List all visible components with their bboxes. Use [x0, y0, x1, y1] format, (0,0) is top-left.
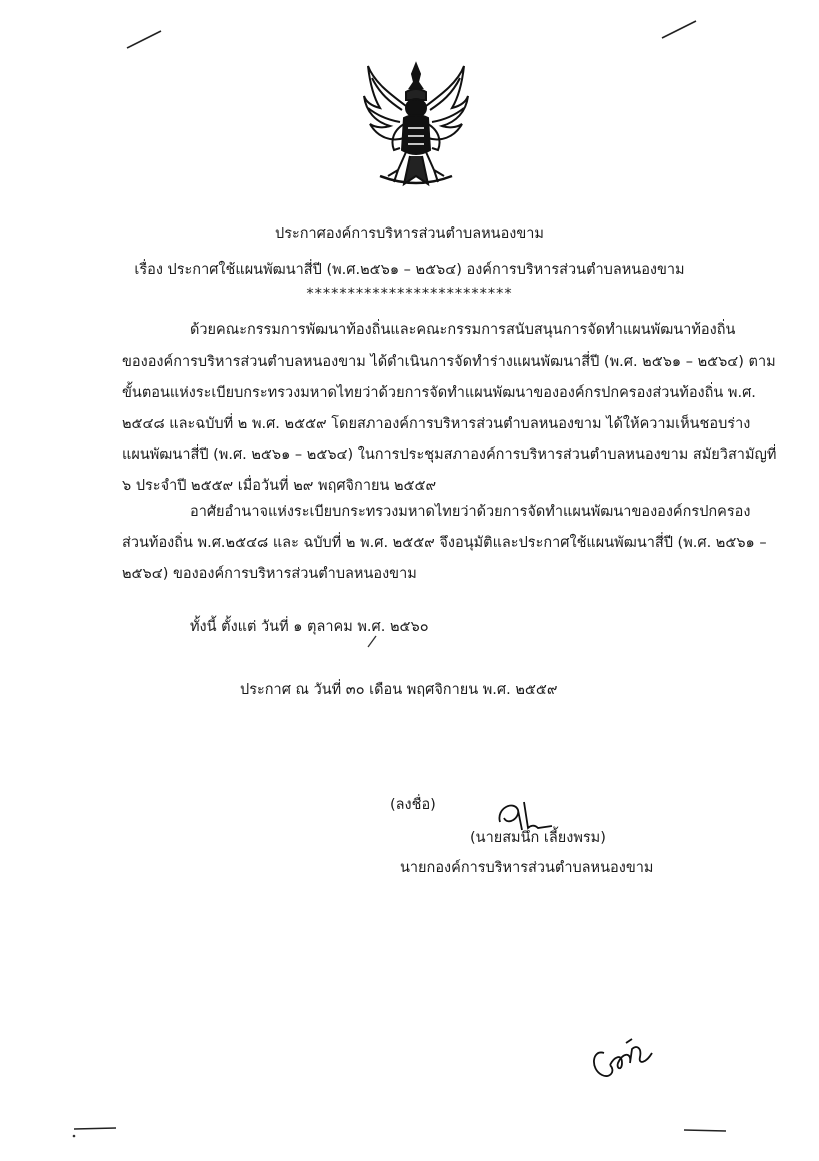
garuda-emblem	[360, 58, 472, 193]
pen-tick-mark	[366, 633, 380, 649]
corner-mark-bottom-right	[680, 1118, 730, 1138]
subject-line: เรื่อง ประกาศใช้แผนพัฒนาสี่ปี (พ.ศ.๒๕๖๑ – ๒๕๖๔) องค์การบริหารส่วนตำบลหนองขาม	[134, 262, 685, 278]
paragraph-1-line: ขั้นตอนแห่งระเบียบกระทรวงมหาดไทยว่าด้วยการจัดทำแผนพัฒนาขององค์กรปกครองส่วนท้องถิ่น พ.ศ.	[122, 385, 756, 401]
handwritten-initials	[586, 1035, 666, 1085]
paragraph-1-line: แผนพัฒนาสี่ปี (พ.ศ. ๒๕๖๑ – ๒๕๖๔) ในการประชุมสภาองค์การบริหารส่วนตำบลหนองขาม สมัยวิสามัญที่	[122, 447, 777, 463]
effective-date: ทั้งนี้ ตั้งแต่ วันที่ ๑ ตุลาคม พ.ศ. ๒๕๖๐	[190, 619, 429, 635]
paragraph-2-line: อาศัยอำนาจแห่งระเบียบกระทรวงมหาดไทยว่าด้วยการจัดทำแผนพัฒนาขององค์กรปกครอง	[190, 504, 751, 520]
signatory-position: นายกองค์การบริหารส่วนตำบลหนองขาม	[400, 860, 654, 876]
paragraph-1-line: ๒๕๔๘ และฉบับที่ ๒ พ.ศ. ๒๕๕๙ โดยสภาองค์การบริหารส่วนตำบลหนองขาม ได้ให้ความเห็นชอบร่าง	[122, 416, 751, 432]
paragraph-1-line: ขององค์การบริหารส่วนตำบลหนองขาม ได้ดำเนินการจัดทำร่างแผนพัฒนาสี่ปี (พ.ศ. ๒๕๖๑ – ๒๕๖๔) ตาม	[122, 354, 776, 370]
corner-mark-bottom-left	[70, 1120, 120, 1140]
paragraph-1-line: ๖ ประจำปี ๒๕๕๙ เมื่อวันที่ ๒๙ พฤศจิกายน ๒๕๕๙	[122, 478, 437, 494]
paragraph-2-line: ส่วนท้องถิ่น พ.ศ.๒๕๔๘ และ ฉบับที่ ๒ พ.ศ. ๒๕๕๙ จึงอนุมัติและประกาศใช้แผนพัฒนาสี่ปี (พ.ศ. ๒๕๖๑ –	[122, 535, 767, 551]
separator-line: *************************	[306, 286, 513, 302]
paragraph-1-line: ด้วยคณะกรรมการพัฒนาท้องถิ่นและคณะกรรมการสนับสนุนการจัดทำแผนพัฒนาท้องถิ่น	[190, 322, 736, 338]
organization-title: ประกาศองค์การบริหารส่วนตำบลหนองขาม	[274, 226, 544, 242]
corner-mark-top-left	[125, 28, 165, 50]
paragraph-2-line: ๒๕๖๔) ขององค์การบริหารส่วนตำบลหนองขาม	[122, 566, 417, 582]
announcement-date: ประกาศ ณ วันที่ ๓๐ เดือน พฤศจิกายน พ.ศ. ๒๕๕๙	[240, 682, 558, 698]
signed-label: (ลงชื่อ)	[390, 797, 436, 813]
corner-mark-top-right	[660, 18, 700, 40]
signatory-name: (นายสมนึก เลี้ยงพรม)	[470, 830, 606, 846]
